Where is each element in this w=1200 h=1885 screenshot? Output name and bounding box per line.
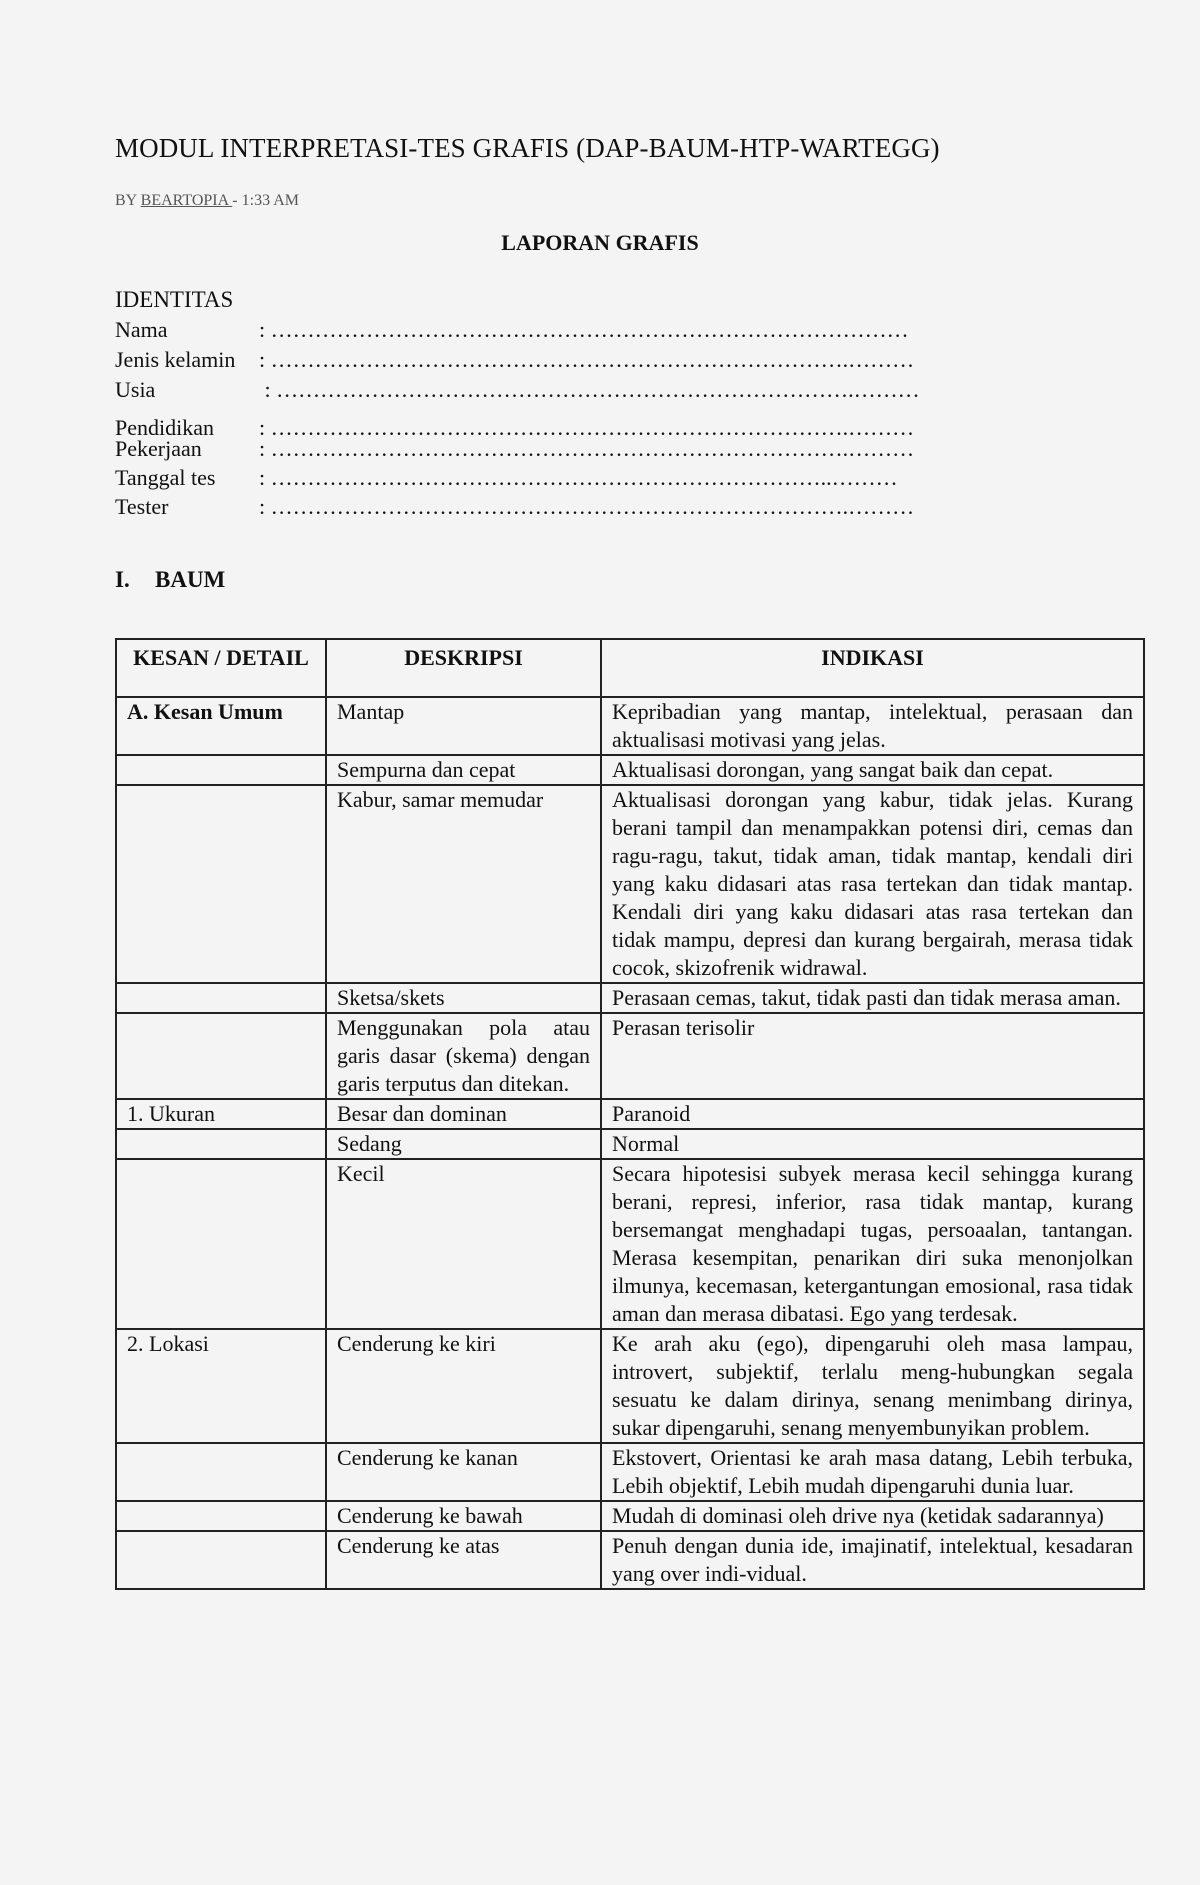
table-row (116, 1099, 1144, 1129)
cell-deskripsi: Sempurna dan cepat (326, 755, 601, 785)
table-row (116, 1129, 1144, 1159)
cell-indikasi: Penuh dengan dunia ide, imajinatif, intelektual, kesadaran yang over indi-vidual. (601, 1531, 1144, 1589)
cell-kesan (116, 1129, 326, 1159)
cell-kesan: 1. Ukuran (116, 1099, 326, 1129)
field-nama (115, 317, 909, 343)
field-dots: : …………………………………………………………………….……… (259, 494, 915, 519)
report-title: LAPORAN GRAFIS (501, 230, 699, 255)
field-tester (115, 494, 914, 520)
table-header-row (116, 639, 1144, 697)
cell-deskripsi: Cenderung ke bawah (326, 1501, 601, 1531)
table-row (116, 1501, 1144, 1531)
field-label: Jenis kelamin (115, 347, 236, 372)
cell-kesan (116, 1159, 326, 1329)
cell-kesan (116, 1013, 326, 1099)
section-title: BAUM (155, 567, 226, 592)
cell-kesan (116, 1531, 326, 1589)
cell-deskripsi: Cenderung ke atas (326, 1531, 601, 1589)
table-row (116, 755, 1144, 785)
header-indikasi: INDIKASI (601, 639, 1144, 697)
field-label: Tanggal tes (115, 465, 216, 490)
cell-indikasi: Mudah di dominasi oleh drive nya (ketidak sadarannya) (601, 1501, 1144, 1531)
cell-deskripsi: Besar dan dominan (326, 1099, 601, 1129)
cell-indikasi: Secara hipotesisi subyek merasa kecil sehingga kurang berani, represi, inferior, rasa tidak mantap, kurang bersemangat menghadapi tugas, persoaalan, tantangan. Merasa kesempitan, penarikan diri suka menonjolkan ilmunya, kecemasan, ketergantungan emosional, rasa tidak aman dan merasa dibatasi. Ego yang terdesak. (601, 1159, 1144, 1329)
cell-kesan: 2. Lokasi (116, 1329, 326, 1443)
cell-indikasi: Aktualisasi dorongan, yang sangat baik dan cepat. (601, 755, 1144, 785)
cell-kesan (116, 983, 326, 1013)
cell-deskripsi: Sketsa/skets (326, 983, 601, 1013)
cell-indikasi: Ekstovert, Orientasi ke arah masa datang, Lebih terbuka, Lebih objektif, Lebih mudah dipengaruhi dunia luar. (601, 1443, 1144, 1501)
cell-deskripsi: Kecil (326, 1159, 601, 1329)
section-number: I. (115, 567, 130, 592)
byline-time: - 1:33 AM (232, 192, 299, 209)
cell-indikasi: Aktualisasi dorongan yang kabur, tidak jelas. Kurang berani tampil dan menampakkan potensi diri, cemas dan ragu-ragu, takut, tidak aman, tidak mantap, kendali diri yang kaku didasari atas rasa tertekan dan tidak mantap. Kendali diri yang kaku didasari atas rasa tertekan dan tidak mampu, depresi dan kurang bergairah, merasa tidak cocok, skizofrenik widrawal. (601, 785, 1144, 983)
field-label: Pekerjaan (115, 436, 202, 461)
document-title: MODUL INTERPRETASI-TES GRAFIS (DAP-BAUM-HTP-WARTEGG) (115, 133, 940, 163)
cell-indikasi: Kepribadian yang mantap, intelektual, perasaan dan aktualisasi motivasi yang jelas. (601, 697, 1144, 755)
cell-deskripsi: Cenderung ke kanan (326, 1443, 601, 1501)
field-dots: : …………………………………………………………………….……… (259, 347, 915, 372)
cell-deskripsi: Sedang (326, 1129, 601, 1159)
byline (115, 192, 299, 210)
field-dots: : …………………………………………………………………….……… (259, 436, 915, 461)
cell-kesan: A. Kesan Umum (116, 697, 326, 755)
header-kesan: KESAN / DETAIL (116, 639, 326, 697)
field-dots: : …………………………………………………………………….……… (259, 415, 915, 440)
author-link[interactable]: BEARTOPIA (140, 192, 233, 209)
field-tanggal-tes (115, 465, 898, 491)
field-usia (115, 377, 920, 403)
field-dots: : …………………………………………………………………….……… (259, 377, 920, 402)
cell-deskripsi: Kabur, samar memudar (326, 785, 601, 983)
byline-prefix: BY (115, 192, 141, 209)
identity-heading: IDENTITAS (115, 287, 234, 312)
field-label: Nama (115, 317, 168, 342)
table-row (116, 983, 1144, 1013)
field-label: Tester (115, 494, 169, 519)
field-jenis-kelamin (115, 347, 914, 373)
cell-indikasi: Perasan terisolir (601, 1013, 1144, 1099)
cell-kesan (116, 755, 326, 785)
cell-indikasi: Perasaan cemas, takut, tidak pasti dan tidak merasa aman. (601, 983, 1144, 1013)
field-dots: : …………………………………………………………………………… (259, 317, 909, 342)
table-row (116, 1329, 1144, 1443)
table-row (116, 1443, 1144, 1501)
field-dots: : …………………………………………………………………..……… (259, 465, 898, 490)
cell-kesan (116, 785, 326, 983)
table-row (116, 1013, 1144, 1099)
header-deskripsi: DESKRIPSI (326, 639, 601, 697)
table-row (116, 697, 1144, 755)
field-label: Usia (115, 377, 156, 402)
cell-kesan (116, 1501, 326, 1531)
cell-indikasi: Normal (601, 1129, 1144, 1159)
cell-deskripsi: Mantap (326, 697, 601, 755)
field-label: Pendidikan (115, 415, 214, 440)
cell-indikasi: Ke arah aku (ego), dipengaruhi oleh masa lampau, introvert, subjektif, terlalu meng-hubungkan segala sesuatu ke dalam dirinya, senang menimbang dirinya, sukar dipengaruhi, senang menyembunyikan problem. (601, 1329, 1144, 1443)
cell-deskripsi: Cenderung ke kiri (326, 1329, 601, 1443)
table-row (116, 1531, 1144, 1589)
cell-indikasi: Paranoid (601, 1099, 1144, 1129)
interpretation-table (115, 638, 1145, 1590)
cell-kesan (116, 1443, 326, 1501)
cell-deskripsi: Menggunakan pola atau garis dasar (skema) dengan garis terputus dan ditekan. (326, 1013, 601, 1099)
field-pekerjaan (115, 436, 914, 462)
table-row (116, 785, 1144, 983)
section-heading (115, 567, 225, 593)
table-row (116, 1159, 1144, 1329)
